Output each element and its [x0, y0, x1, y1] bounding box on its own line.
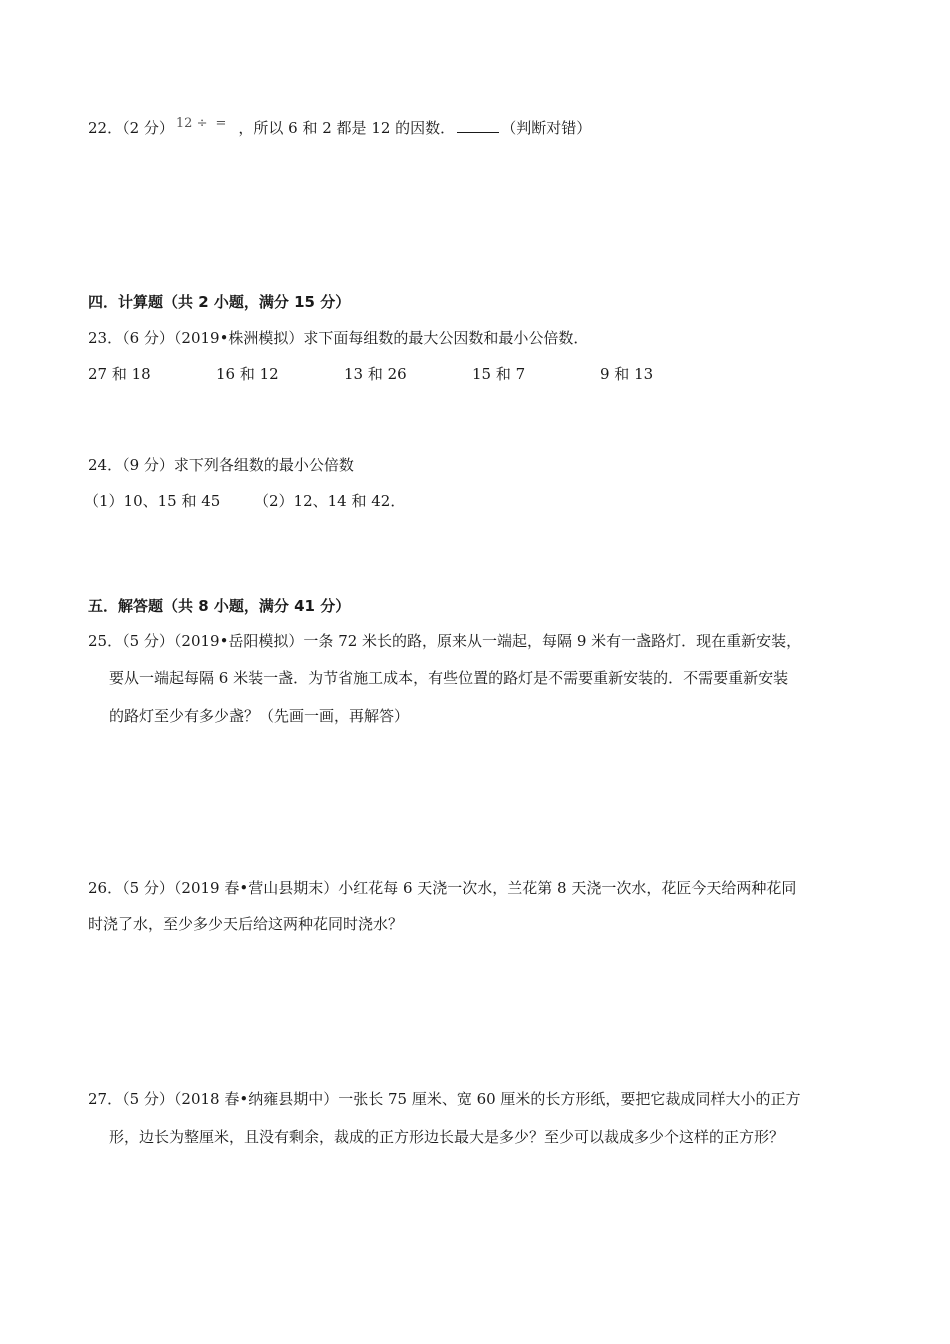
question-24: 24．（9 分）求下列各组数的最小公倍数: [88, 456, 354, 474]
question-26-line-1: 26．（5 分）（2019 春•营山县期末）小红花每 6 天浇一次水，兰花第 8 天浇一次水，花匠今天给两种花同: [88, 879, 797, 897]
question-25-line-3: 的路灯至少有多少盏？（先画一画，再解答）: [109, 707, 410, 725]
section-heading-5: 五．解答题（共 8 小题，满分 41 分）: [88, 597, 351, 615]
question-25-line-2: 要从一端起每隔 6 米装一盏．为节省施工成本，有些位置的路灯是不需要重新安装的．不需要重新安装: [109, 669, 789, 687]
question-number: 22．: [88, 119, 123, 137]
answer-blank[interactable]: [457, 118, 499, 133]
question-text: ，所以 6 和 2 都是 12 的因数．: [238, 119, 456, 137]
question-26-line-2: 时浇了水，至少多少天后给这两种花同时浇水？: [88, 915, 404, 933]
number-pair: 15 和 7: [472, 365, 526, 383]
formula-equals: =: [215, 116, 227, 131]
question-23: 23．（6 分）（2019•株洲模拟）求下面每组数的最大公因数和最小公倍数．: [88, 329, 589, 347]
question-25-line-1: 25．（5 分）（2019•岳阳模拟）一条 72 米长的路，原来从一端起，每隔 9 米有一盏路灯．现在重新安装，: [88, 632, 802, 650]
question-suffix: （判断对错）: [501, 119, 592, 137]
number-pair: 16 和 12: [216, 365, 279, 383]
formula-image: [176, 114, 234, 134]
question-24-part-2: （2）12、14 和 42．: [254, 492, 406, 510]
number-pair: 27 和 18: [88, 365, 151, 383]
question-score: （2 分）: [122, 119, 174, 137]
question-22: [88, 118, 591, 140]
section-heading-4: 四．计算题（共 2 小题，满分 15 分）: [88, 293, 351, 311]
question-24-part-1: （1）10、15 和 45: [84, 492, 221, 510]
formula-left: 12 ÷: [175, 116, 208, 131]
question-27-line-2: 形，边长为整厘米，且没有剩余，裁成的正方形边长最大是多少？至少可以裁成多少个这样的正方形？: [109, 1128, 785, 1146]
number-pair: 13 和 26: [344, 365, 407, 383]
number-pair: 9 和 13: [600, 365, 654, 383]
question-27-line-1: 27．（5 分）（2018 春•纳雍县期中）一张长 75 厘米、宽 60 厘米的长方形纸，要把它裁成同样大小的正方: [88, 1090, 801, 1108]
